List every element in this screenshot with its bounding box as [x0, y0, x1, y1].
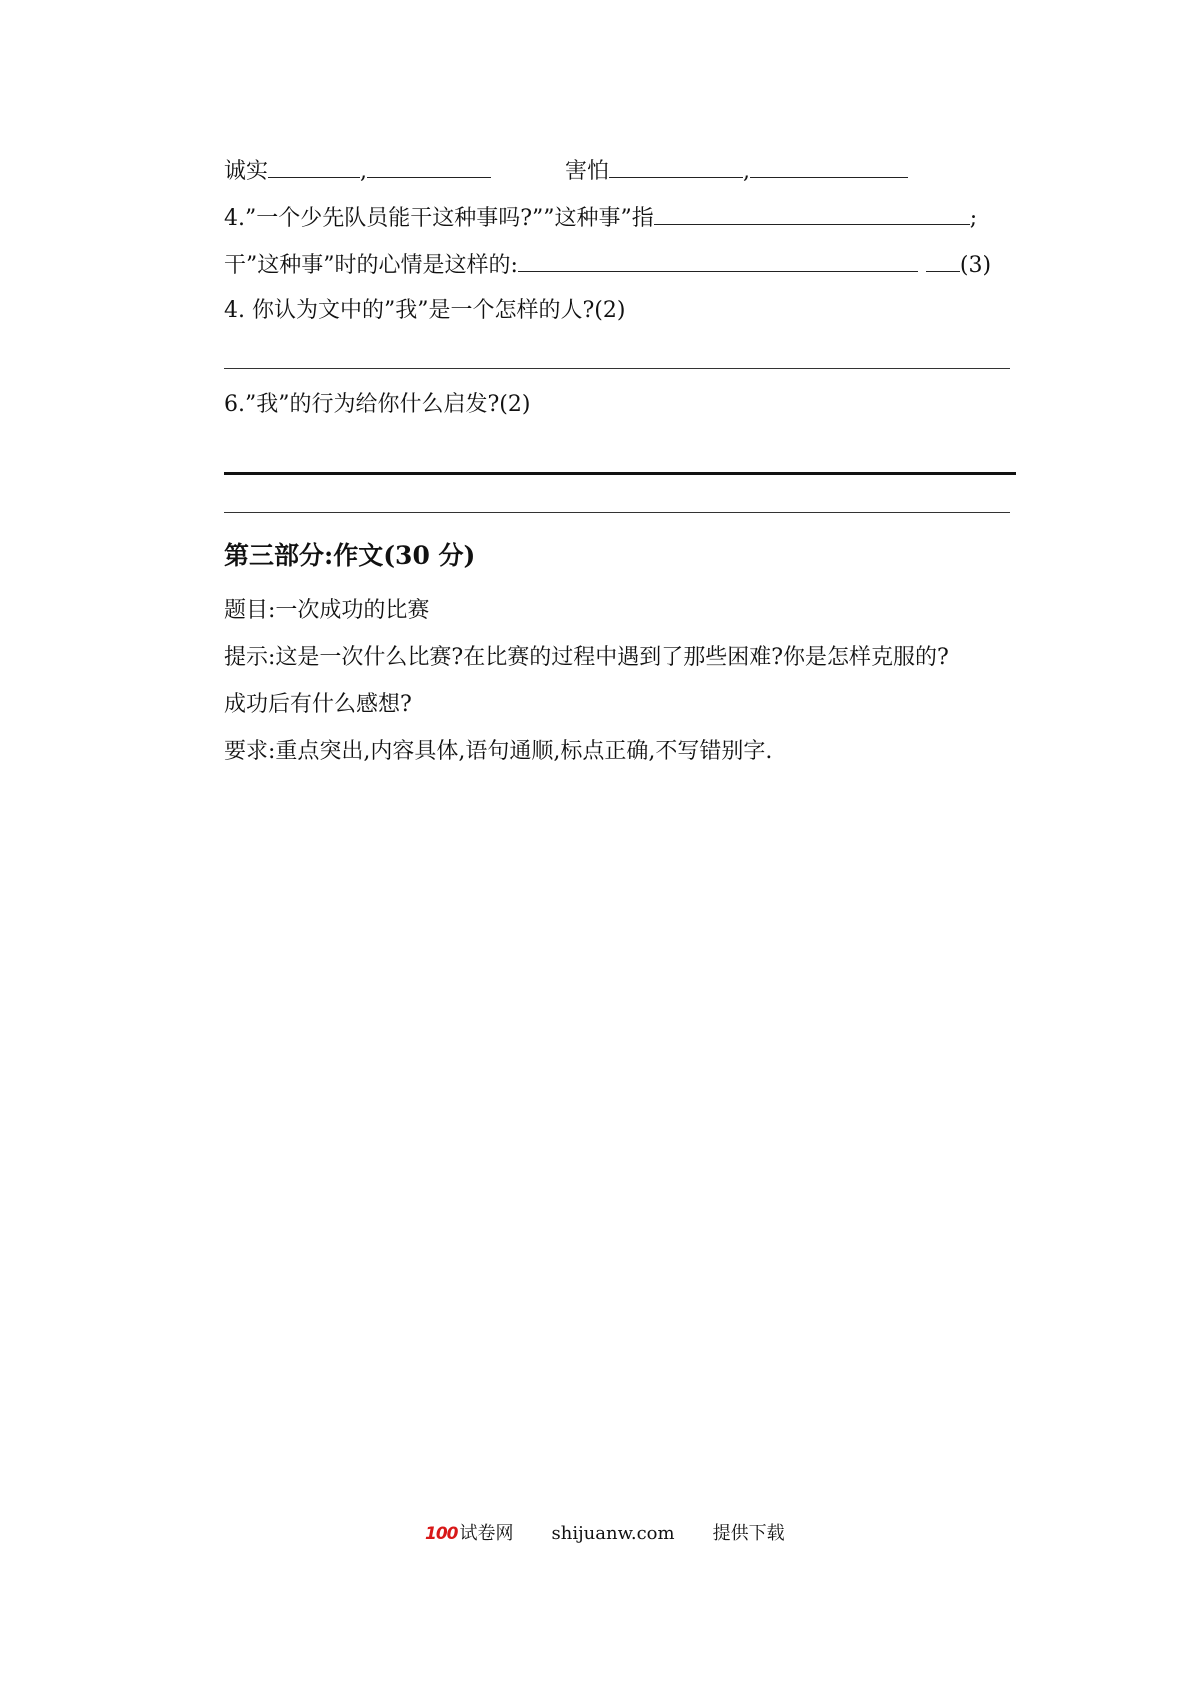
- q6-answer-line-1[interactable]: [224, 472, 1016, 475]
- q3-word-row: [224, 155, 908, 187]
- part3-heading: 第三部分:作文(30 分): [224, 541, 476, 570]
- q6-question-text: 6.”我”的行为给你什么启发?(2): [224, 392, 531, 417]
- q4-feeling-text: 干”这种事”时的心情是这样的:: [224, 253, 518, 278]
- q3-comma-2: ,: [743, 159, 751, 184]
- q3-blank-2[interactable]: [367, 155, 491, 178]
- q3-blank-4[interactable]: [750, 155, 908, 178]
- q3-comma-1: ,: [360, 159, 368, 184]
- q5-answer-line[interactable]: [224, 368, 1010, 369]
- q3-word-honest: 诚实: [224, 159, 269, 184]
- part3-requirement: 要求:重点突出,内容具体,语句通顺,标点正确,不写错别字.: [224, 739, 773, 764]
- part3-hint-line-1: 提示:这是一次什么比赛?在比赛的过程中遇到了那些困难?你是怎样克服的?: [224, 645, 949, 670]
- q5-question-text: 4. 你认为文中的”我”是一个怎样的人?(2): [224, 298, 626, 323]
- site-name-cn: 试卷网: [459, 1523, 514, 1544]
- q4-blank-3[interactable]: [926, 249, 960, 272]
- q4-question-text: 4.”一个少先队员能干这种事吗?””这种事”指: [224, 206, 654, 231]
- part3-topic: 题目:一次成功的比赛: [224, 598, 430, 623]
- q4-end-punct: ;: [969, 206, 978, 231]
- q4-line-1: [224, 202, 977, 234]
- site-logo: 100: [425, 1524, 458, 1544]
- q3-word-afraid: 害怕: [565, 159, 610, 184]
- site-url[interactable]: shijuanw.com: [551, 1523, 675, 1544]
- q5-line: [224, 296, 625, 326]
- part3-hint-line-2: 成功后有什么感想?: [224, 692, 412, 717]
- q6-answer-line-2[interactable]: [224, 512, 1010, 513]
- page-footer: [425, 1522, 785, 1546]
- q4-blank-2[interactable]: [518, 249, 918, 272]
- q4-score: (3): [959, 253, 992, 278]
- q4-blank-1[interactable]: [654, 202, 970, 225]
- provide-download-text: 提供下载: [712, 1523, 785, 1544]
- q4-line-2: [224, 249, 991, 281]
- q6-line: [224, 390, 530, 420]
- q3-blank-1[interactable]: [268, 155, 360, 178]
- q3-blank-3[interactable]: [609, 155, 743, 178]
